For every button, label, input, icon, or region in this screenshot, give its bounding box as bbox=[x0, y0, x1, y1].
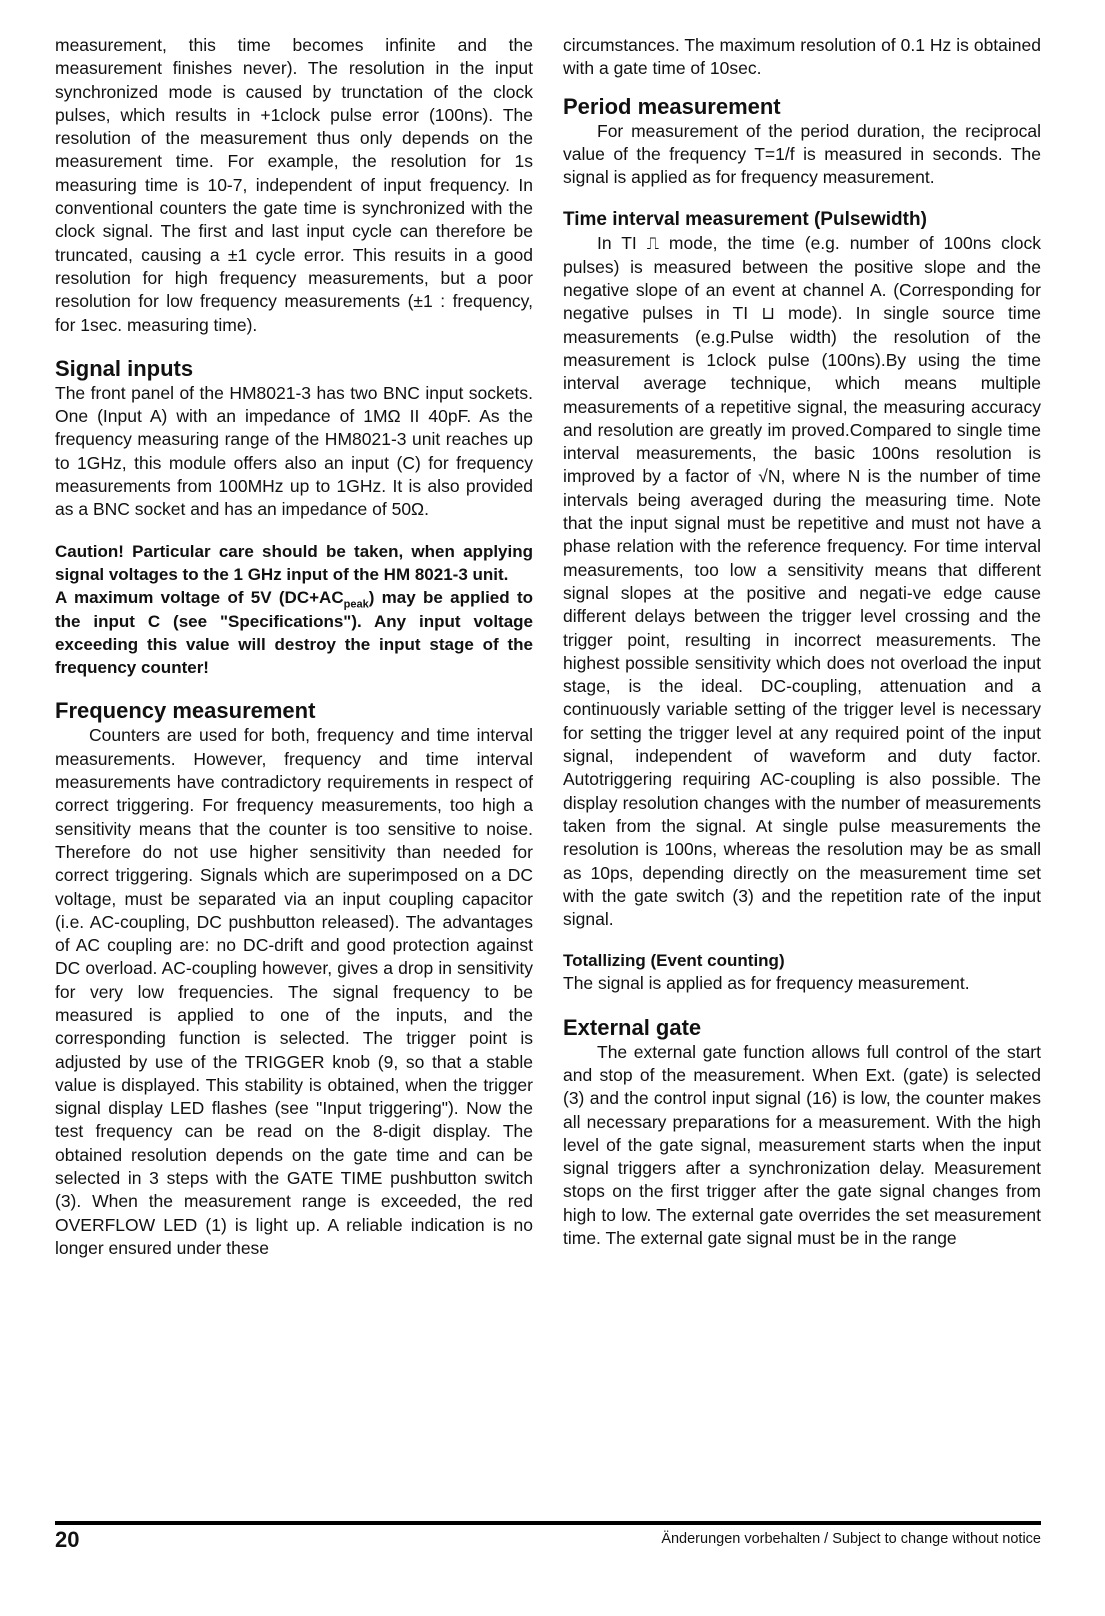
paragraph-external-gate: The external gate function allows full control of the start and stop of the measurement. When Ext. (gate) is selected (3) and the control input signal (16) is low, the counter makes all necessary preparations for a measurement. With the high level of the gate signal, measurement starts when the input signal triggers after a synchronization delay. Measurement stops on the first trigger after the gate signal changes from high to low. The external gate overrides the set measurement time. The external gate signal must be in the range bbox=[563, 1041, 1041, 1249]
heading-signal-inputs: Signal inputs bbox=[55, 355, 194, 381]
caution-note-2: A maximum voltage of 5V $(DC+AC_{peak})$ may be applied to the input C (see "Specifications"). Any input voltage exceeding this value will destroy the input stage of the frequency counter! bbox=[55, 588, 533, 678]
heading-external-gate: External gate bbox=[563, 1014, 702, 1040]
paragraph-totallizing: The signal is applied as for frequency measurement. bbox=[563, 973, 970, 994]
paragraph-frequency-measurement: Counters are used for both, frequency and time interval measurements. However, frequency and time interval measurements have contradictory requirements in respect of correct triggering. For frequency measurements, too high a sensitivity means that the counter is too sensitive to noise. Therefore do not use higher sensitivity than needed for correct triggering. Signals which are superimposed on a DC voltage, must be separated via an input coupling capacitor (i.e. AC-coupling, DC pushbutton released). The advantages of AC coupling are: no DC-drift and good protection against DC overload. AC-coupling however, gives a drop in sensitivity for very low frequencies. The signal frequency to be measured is applied to one of the inputs, and the corresponding function is selected. The trigger point is adjusted by use of the TRIGGER knob (9, so that a stable value is displayed. This stability is obtained, when the trigger signal display LED flashes (see "Input triggering"). Now the test frequency can be read on the 8-digit display. The obtained resolution depends on the gate time and can be selected in 3 steps with the GATE TIME pushbutton switch (3). When the measurement range is exceeded, the red OVERFLOW LED (1) is light up. A reliable indication is no longer ensured under these bbox=[55, 725, 533, 1258]
heading-frequency-measurement: Frequency measurement bbox=[55, 698, 316, 724]
page-footer bbox=[55, 1521, 1041, 1552]
paragraph-time-interval: In TI ⎍ mode, the time (e.g. number of 100ns clock pulses) is measured between the positive slope and the negative slope of an event at channel A. (Corresponding for negative pulses in TI ⊔ mode). In single source time measurements (e.g.Pulse width) the resolution of the measurement is 1clock pulse (100ns).By using the time interval average technique, which means multiple measurements of a repetitive signal, the measuring accuracy and resolution are greatly im proved.Compared to single time interval measurements, the basic 100ns resolution is improved by a factor of √N, where N is the number of time intervals being averaged during the measuring time. Note that the input signal must be repetitive and must not have a phase relation with the reference frequency. For time interval measurements, too low a sensitivity means that different signal slopes at the positive and negati-ve edge cause different delays between the trigger level crossing and the trigger point, resulting in incorrect measurements. The highest possible sensitivity which does not overload the input stage, is the ideal. DC-coupling, attenuation and a continuously variable setting of the trigger level is necessary for setting the trigger level at any required point of the input signal, independent of waveform and duty factor. Autotriggering requiring AC-coupling is also possible. The display resolution changes with the number of measurements taken from the signal. At single pulse measurements the resolution is 100ns, whereas the resolution may be as small as 10ps, depending directly on the measurement time set with the gate switch (3) and the repetition rate of the input signal. bbox=[563, 233, 1041, 930]
heading-totallizing: Totallizing (Event counting) bbox=[563, 951, 785, 971]
page-number: 20 bbox=[55, 1527, 80, 1552]
paragraph-circumstances: circumstances. The maximum resolution of 0.1 Hz is obtained with a gate time of 10sec. bbox=[563, 35, 1041, 79]
footer-rule bbox=[55, 1521, 1041, 1525]
paragraph-intro: measurement, this time becomes infinite and the measurement finishes never). The resolution in the input synchronized mode is caused by trunctation of the clock pulses, which results in +1clock pulse error (100ns). The resolution of the measurement thus only depends on the measurement time. For example, the resolution for 1s measuring time is 10-7, independent of input frequency. In conventional counters the gate time is synchronized with the clock signal. The first and last input cycle can therefore be truncated, causing a ±1 cycle error. This resuits in a good resolution for high frequency measurements, but a poor resolution for low frequency measurements (±1 : frequency, for 1sec. measuring time). bbox=[55, 35, 533, 335]
paragraph-period-measurement: For measurement of the period duration, the reciprocal value of the frequency T=1/f is measured in seconds. The signal is applied as for frequency measurement. bbox=[563, 120, 1041, 188]
right-column bbox=[563, 34, 1041, 1250]
heading-time-interval: Time interval measurement (Pulsewidth) bbox=[563, 209, 927, 231]
heading-period-measurement: Period measurement bbox=[563, 93, 781, 119]
paragraph-signal-inputs: The front panel of the HM8021-3 has two BNC input sockets. One (Input A) with an impedance of 1MΩ II 40pF. As the frequency measuring range of the HM8021-3 unit reaches up to 1GHz, this module offers also an input (C) for frequency measurements from 100MHz up to 1GHz. It is also provided as a BNC socket and has an impedance of 50Ω. bbox=[55, 382, 533, 520]
footer-note: Änderungen vorbehalten / Subject to change without notice bbox=[661, 1531, 1041, 1547]
left-column bbox=[55, 34, 533, 1260]
caution-note-1: Caution! Particular care should be taken, when applying signal voltages to the 1 GHz input of the HM 8021-3 unit. bbox=[55, 541, 533, 584]
